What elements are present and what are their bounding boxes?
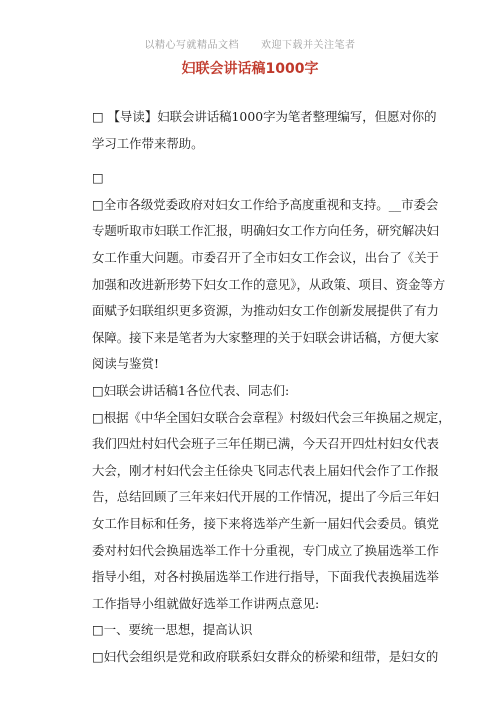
paragraph-line: 告，总结回顾了三年来妇代开展的工作情况，提出了今后三年妇 (92, 489, 439, 505)
header-right-text: 欢迎下载并关注笔者 (261, 40, 356, 51)
header-left-text: 以精心写就精品文档 (144, 40, 239, 51)
paragraph-spacer (92, 157, 422, 165)
paragraph-line: 指导小组，对各村换届选举工作进行指导，下面我代表换届选举 (92, 569, 439, 585)
paragraph (92, 378, 422, 405)
paragraph (92, 405, 451, 618)
paragraph-line: 女工作目标和任务，接下来将选举产生新一届妇代会委员。镇党 (92, 515, 439, 531)
paragraph-line: □妇联会讲话稿1各位代表、同志们: (92, 382, 290, 398)
paragraph-line: 委对村妇代会换届选举工作十分重视，专门成立了换届选举工作 (92, 542, 439, 558)
paragraph-line: 我们四灶村妇代会班子三年任期已满，今天召开四灶村妇女代表 (92, 436, 439, 452)
paragraph-line: 专题听取市妇联工作汇报，明确妇女工作方向任务，研究解决妇 (92, 223, 439, 239)
document-body (92, 104, 451, 670)
paragraph (92, 644, 439, 671)
paragraph-line: 工作指导小组就做好选举工作讲两点意见: (92, 595, 320, 611)
paragraph-line: 女工作重大问题。市委召开了全市妇女工作会议，出台了《关于 (92, 249, 439, 265)
paragraph-line: □ (92, 170, 104, 186)
paragraph-line: 保障。接下来是笔者为大家整理的关于妇联会讲话稿，方便大家 (92, 329, 439, 345)
page-header (0, 36, 500, 51)
paragraph-line: □全市各级党委政府对妇女工作给予高度重视和支持。__市委会 (92, 196, 439, 212)
paragraph-line: 加强和改进新形势下妇女工作的意见》，从政策、项目、资金等方 (92, 276, 446, 292)
paragraph (92, 104, 437, 157)
paragraph (92, 165, 422, 192)
paragraph (92, 617, 422, 644)
paragraph-line: 阅读与鉴赏! (92, 356, 159, 372)
paragraph (92, 192, 446, 378)
paragraph-line: □根据《中华全国妇女联合会章程》村级妇代会三年换届之规定， (92, 409, 451, 425)
paragraph-line: 面赋予妇联组织更多资源，为推动妇女工作创新发展提供了有力 (92, 303, 439, 319)
paragraph-line: 大会，刚才村妇代会主任徐央飞同志代表上届妇代会作了工作报 (92, 462, 439, 478)
document-title: 妇联会讲话稿1000字 (181, 61, 319, 77)
paragraph-line: □妇代会组织是党和政府联系妇女群众的桥梁和纽带，是妇女的 (92, 648, 439, 664)
paragraph-line: 学习工作带来帮助。 (92, 135, 204, 151)
paragraph-line: □ 【导读】妇联会讲话稿1000字为笔者整理编写，但愿对你的 (92, 109, 437, 124)
paragraph-line: □一、要统一思想，提高认识 (92, 622, 253, 638)
